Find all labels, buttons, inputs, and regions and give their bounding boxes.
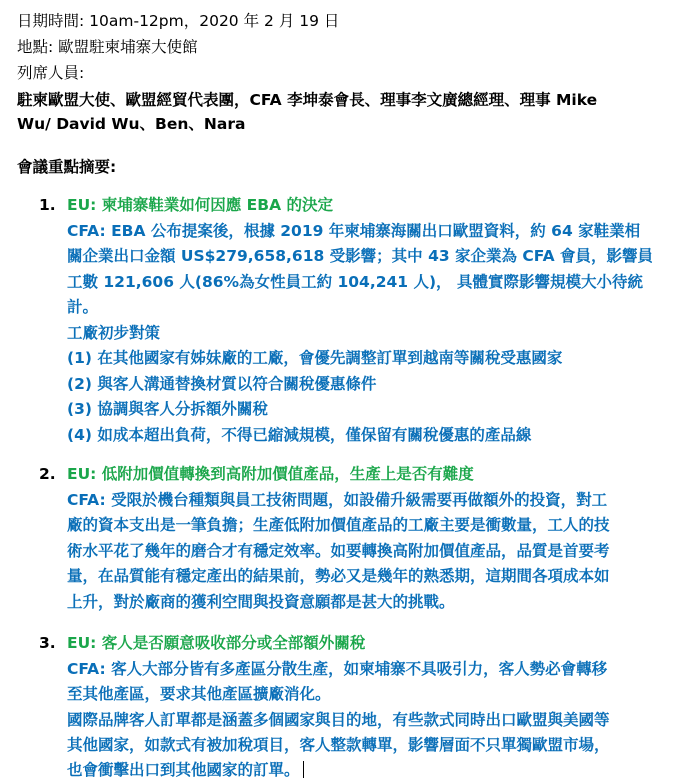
item-1-question: EU: 柬埔寨鞋業如何因應 EBA 的決定 [67,196,333,214]
item-1-answer-line: 計。 [67,298,99,316]
meeting-date: 日期時間: 10am-12pm，2020 年 2 月 19 日 [17,12,340,30]
item-1-subheading: 工廠初步對策 [67,324,161,342]
summary-heading: 會議重點摘要: [17,158,117,176]
item-1-measure: (3) 協調與客人分拆額外關稅 [67,400,268,418]
text-cursor [303,761,304,778]
item-2-question: EU: 低附加價值轉換到高附加價值產品，生產上是否有難度 [67,465,474,483]
attendees-label: 列席人員: [17,64,85,82]
item-2-answer-line: 上升，對於廠商的獲利空間與投資意願都是甚大的挑戰。 [67,593,455,611]
attendees-line-1: 駐柬歐盟大使、歐盟經貿代表團，CFA 李坤泰會長、理事李文廣總經理、理事 Mike [17,91,598,109]
item-number-2: 2. [39,465,56,483]
item-1-measure: (2) 與客人溝通替換材質以符合關稅優惠條件 [67,375,377,393]
item-1-answer-line: 關企業出口金額 US$279,658,618 受影響；其中 43 家企業為 CFA 會員，影響員 [67,247,654,265]
item-1-measure: (4) 如成本超出負荷，不得已縮減規模，僅保留有關稅優惠的產品線 [67,426,532,444]
item-3-answer-line: 其他國家，如款式有被加稅項目，客人整款轉單，影響層面不只單獨歐盟市場， [67,736,610,754]
item-number-1: 1. [39,196,56,214]
item-3-answer-line: CFA: 客人大部分皆有多產區分散生產，如柬埔寨不具吸引力，客人勢必會轉移 [67,660,608,678]
item-number-3: 3. [39,634,56,652]
item-1-answer-line: CFA: EBA 公布提案後，根據 2019 年柬埔寨海關出口歐盟資料，約 64 家鞋業相 [67,222,641,240]
item-3-question: EU: 客人是否願意吸收部分或全部額外關稅 [67,634,366,652]
attendees-line-2: Wu/ David Wu、Ben、Nara [17,115,246,133]
item-3-answer-line: 國際品牌客人訂單都是涵蓋多個國家與目的地，有些款式同時出口歐盟與美國等 [67,711,610,729]
item-2-answer-line: 量，在品質能有穩定產出的結果前，勢必又是幾年的熟悉期，這期間各項成本如 [67,567,610,585]
item-3-answer-last-text: 也會衝擊出口到其他國家的訂單。 [67,761,300,779]
item-2-answer-line: 廠的資本支出是一筆負擔；生產低附加價值產品的工廠主要是衝數量，工人的技 [67,516,610,534]
meeting-location: 地點: 歐盟駐柬埔寨大使館 [17,38,198,56]
item-3-answer-line: 至其他產區，要求其他產區擴廠消化。 [67,685,331,703]
item-2-answer-line: CFA: 受限於機台種類與員工技術問題，如設備升級需要再做額外的投資，對工 [67,491,608,509]
item-2-answer-line: 術水平花了幾年的磨合才有穩定效率。如要轉換高附加價值產品，品質是首要考 [67,542,610,560]
item-1-answer-line: 工數 121,606 人(86%為女性員工約 104,241 人)， 具體實際影響規模大小待統 [67,273,643,291]
item-1-measure: (1) 在其他國家有姊妹廠的工廠，會優先調整訂單到越南等關稅受惠國家 [67,349,563,367]
item-3-answer-line-last[interactable] [67,758,304,782]
